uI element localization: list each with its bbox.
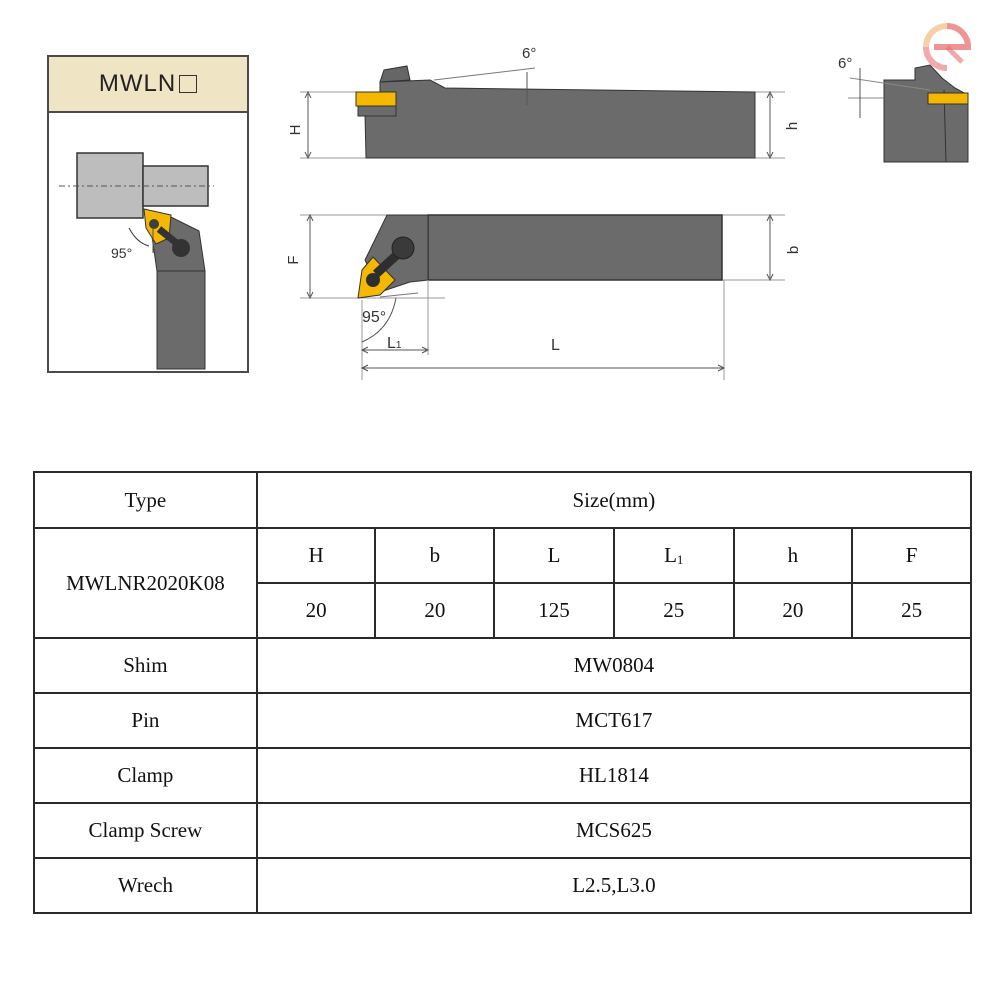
top-dim-l1: L1 <box>387 335 402 352</box>
dim-label-f: F <box>852 528 971 583</box>
spec-table <box>33 471 972 914</box>
dim-value-h: 20 <box>257 583 376 638</box>
table-row <box>34 803 971 858</box>
table-header-row <box>34 472 971 528</box>
part-value: L2.5,L3.0 <box>257 858 971 913</box>
model-card-illustration <box>49 113 247 371</box>
dim-value-l: 125 <box>494 583 614 638</box>
side-dim-right: h <box>784 121 801 131</box>
top-dim-left: F <box>285 255 302 265</box>
model-suffix-box-icon <box>179 75 197 93</box>
top-dim-right: b <box>785 245 802 255</box>
top-dim-l: L <box>551 337 560 354</box>
end-tool-body <box>884 65 968 162</box>
watermark-logo-icon <box>918 18 976 76</box>
part-value: MCS625 <box>257 803 971 858</box>
model-cell: MWLNR2020K08 <box>34 528 257 638</box>
side-dim-left: H <box>287 124 304 136</box>
table-row <box>34 858 971 913</box>
model-card <box>47 55 249 373</box>
part-label: Wrech <box>34 858 257 913</box>
top-shank <box>428 215 722 280</box>
part-value: MW0804 <box>257 638 971 693</box>
part-label: Clamp <box>34 748 257 803</box>
pin-icon <box>149 219 159 229</box>
side-tool-body <box>365 80 755 158</box>
dim-value-h-small: 20 <box>734 583 853 638</box>
top-angle-label: 95° <box>362 309 387 326</box>
dim-label-l: L <box>494 528 614 583</box>
model-card-title: MWLN <box>98 70 177 97</box>
part-value: HL1814 <box>257 748 971 803</box>
clamp-screw-icon <box>172 239 190 257</box>
type-header: Type <box>34 472 257 528</box>
part-value: MCT617 <box>257 693 971 748</box>
table-row <box>34 748 971 803</box>
dim-value-f: 25 <box>852 583 971 638</box>
angle-arc <box>129 228 149 246</box>
top-view <box>270 190 830 390</box>
end-insert-icon <box>928 93 968 104</box>
side-clamp <box>380 66 410 82</box>
dim-label-b: b <box>375 528 494 583</box>
side-insert-icon <box>356 92 396 106</box>
side-angle-label: 6° <box>522 45 537 62</box>
part-label: Shim <box>34 638 257 693</box>
part-label: Clamp Screw <box>34 803 257 858</box>
card-angle-label: 95° <box>111 245 133 261</box>
model-card-header <box>49 57 247 113</box>
dim-label-l1: $L_1$ <box>614 528 734 583</box>
rake-angle-line <box>434 68 535 80</box>
dim-label-h: H <box>257 528 376 583</box>
dimension-label-row <box>34 528 971 583</box>
table-row <box>34 638 971 693</box>
end-angle-label: 6° <box>838 55 853 72</box>
dim-value-b: 20 <box>375 583 494 638</box>
size-header: Size(mm) <box>257 472 971 528</box>
side-view <box>270 30 830 180</box>
top-clamp-screw-icon <box>392 237 414 259</box>
dim-value-l1: 25 <box>614 583 734 638</box>
side-shim <box>358 106 396 116</box>
part-label: Pin <box>34 693 257 748</box>
table-row <box>34 693 971 748</box>
dim-label-h-small: h <box>734 528 853 583</box>
